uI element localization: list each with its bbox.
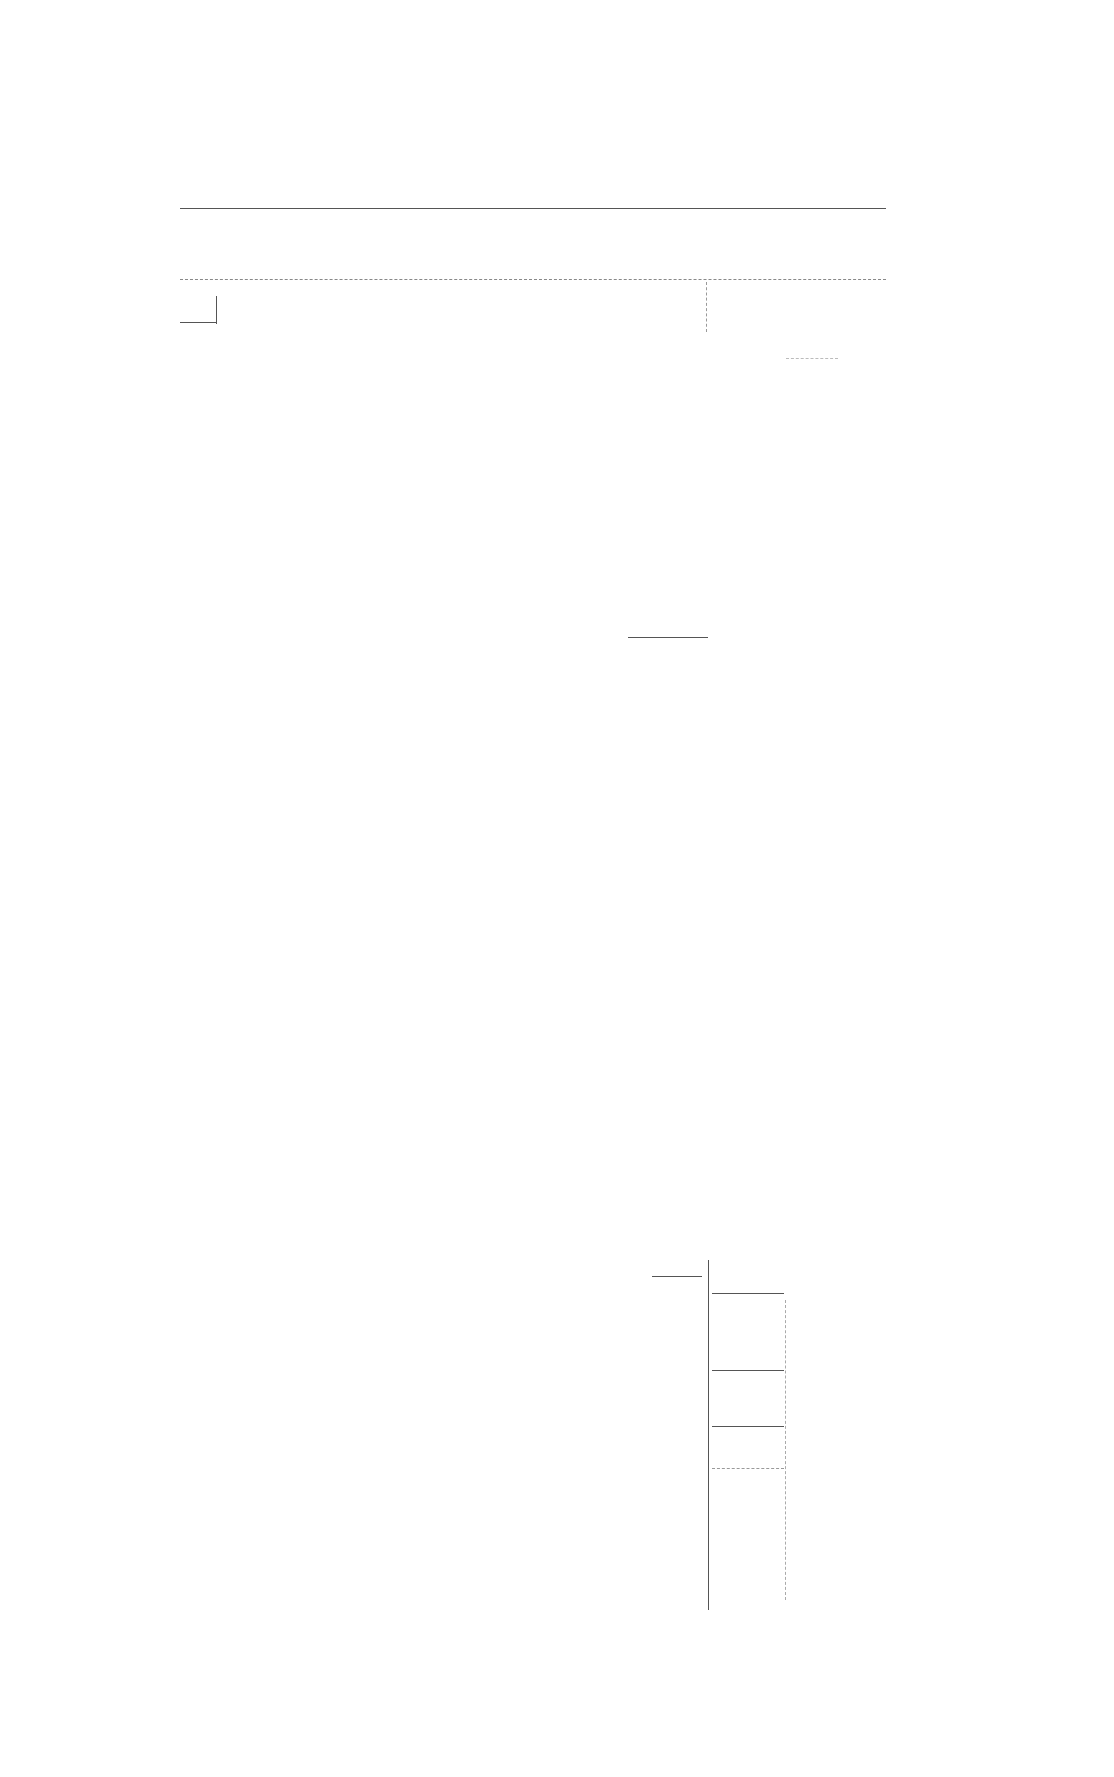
subtotal2-rule: [712, 1370, 784, 1371]
year-column-divider: [706, 282, 707, 332]
general-total-rule: [652, 1276, 702, 1277]
subtotal1-rule: [712, 1293, 784, 1294]
title-rule: [180, 208, 886, 209]
item-column-divider: [216, 296, 217, 324]
class-heading-rule: [180, 279, 886, 280]
item-header-rule: [180, 322, 216, 323]
year-header-rule: [786, 358, 838, 359]
final-rule: [712, 1426, 784, 1427]
final-bottom-rule: [712, 1468, 784, 1469]
less-increases-line2: [314, 1340, 390, 1360]
clerical-total-rule: [628, 637, 708, 638]
other-money-divider: [708, 1480, 709, 1610]
right-column-divider: [785, 1300, 786, 1600]
